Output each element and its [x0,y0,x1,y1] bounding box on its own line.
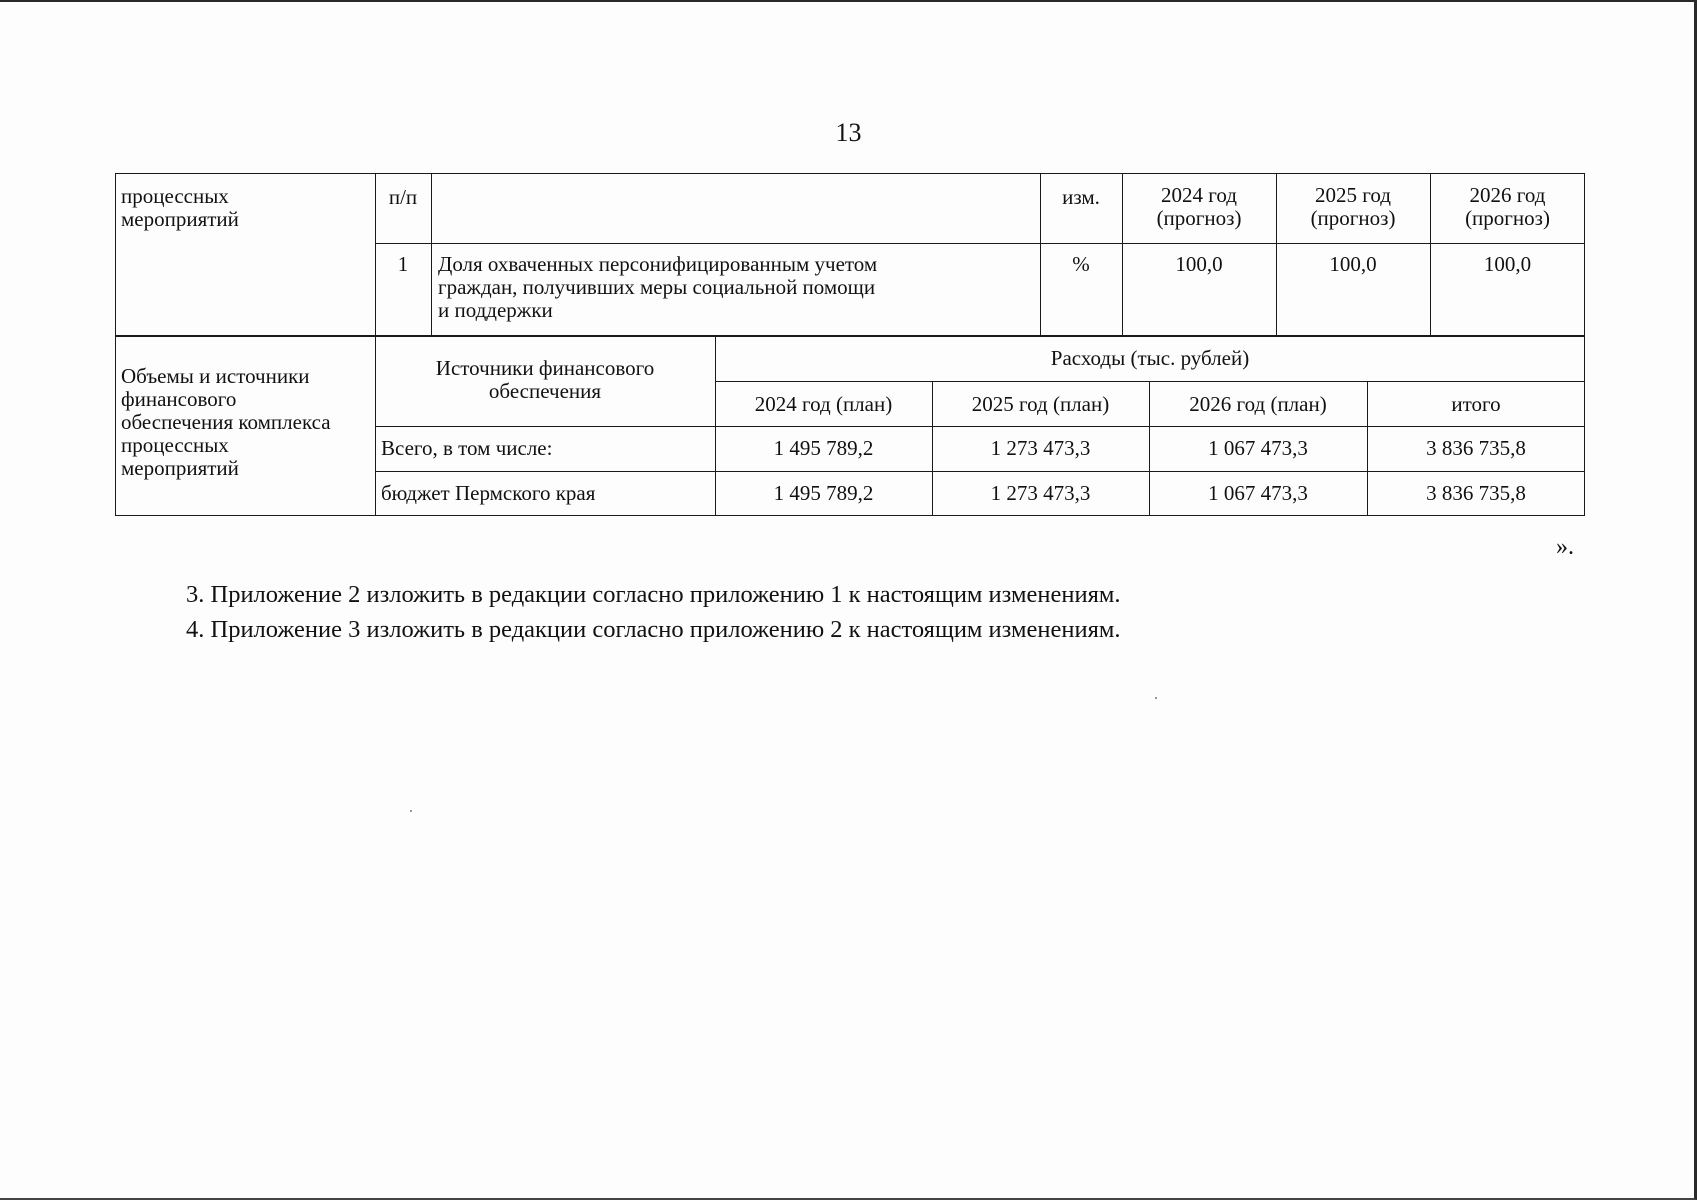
row-unit: % [1072,252,1090,276]
page-number: 13 [835,118,862,147]
finance-label-cell: Объемы и источники финансового обеспечения комплекса процессных мероприятий [121,364,331,480]
column-2024-plan: 2024 год (план) [754,392,893,416]
row-num: 1 [397,252,409,276]
header-num: п/п [388,185,418,209]
header-year-2024: 2024 год (прогноз) [1156,183,1242,230]
divider [375,426,1585,427]
source-total: Всего, в том числе: [381,436,553,460]
expenses-header: Расходы (тыс. рублей) [1050,346,1250,370]
row-value-2024: 100,0 [1175,252,1223,276]
paragraph-item-3: 3. Приложение 2 изложить в редакции согласно приложению 1 к настоящим изменениям. [186,581,1121,608]
scan-speck [1155,697,1157,699]
source-regional-budget: бюджет Пермского края [381,481,596,505]
row-indicator-name: Доля охваченных персонифицированным учетом граждан, получивших меры социальной помощи и поддержки [438,252,878,322]
closing-quote: ». [1556,534,1574,560]
header-unit: изм. [1062,185,1100,209]
paragraph-item-4: 4. Приложение 3 изложить в редакции согласно приложению 2 к настоящим изменениям. [186,616,1121,643]
total-2025: 1 273 473,3 [990,436,1091,460]
column-total: итого [1451,392,1501,416]
column-2026-plan: 2026 год (план) [1189,392,1327,416]
total-2024: 1 495 789,2 [773,436,874,460]
sources-header: Источники финансового обеспечения [435,356,655,403]
scan-speck [410,810,412,812]
header-year-2025: 2025 год (прогноз) [1310,183,1396,230]
budget-2024: 1 495 789,2 [773,481,874,505]
header-year-2026: 2026 год (прогноз) [1465,183,1550,230]
column-2025-plan: 2025 год (план) [971,392,1110,416]
budget-sum: 3 836 735,8 [1426,481,1526,505]
divider [375,243,1585,244]
total-sum: 3 836 735,8 [1426,436,1526,460]
budget-2026: 1 067 473,3 [1208,481,1308,505]
row-value-2026: 100,0 [1483,252,1532,276]
divider [375,471,1585,472]
row-value-2025: 100,0 [1329,252,1377,276]
total-2026: 1 067 473,3 [1208,436,1308,460]
budget-2025: 1 273 473,3 [990,481,1091,505]
indicator-label-cell: процессных мероприятий [121,184,239,231]
divider [715,381,1585,382]
